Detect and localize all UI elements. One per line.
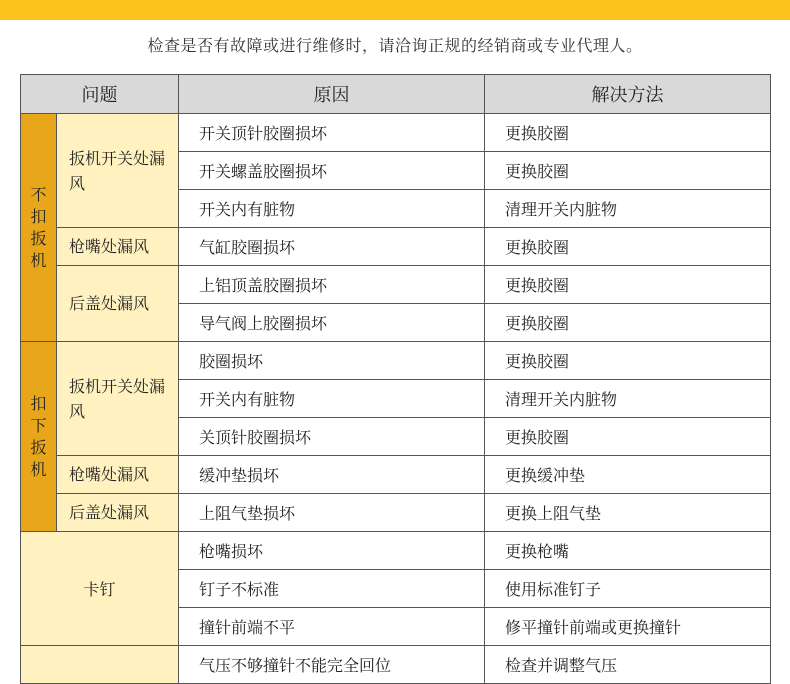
cause-cell: 开关螺盖胶圈损坏 [179, 152, 485, 190]
sub-nozzle-leak: 枪嘴处漏风 [57, 456, 179, 494]
state-pulled: 扣下扳机 [21, 342, 57, 532]
sub-rear-cover-leak: 后盖处漏风 [57, 266, 179, 342]
table-row [21, 532, 771, 570]
cause-cell: 开关内有脏物 [179, 380, 485, 418]
table-header-row [21, 75, 771, 114]
problem-cell-cut-off [21, 646, 179, 684]
problem-nail-jam: 卡钉 [21, 532, 179, 646]
fix-cell: 更换胶圈 [485, 114, 771, 152]
cause-cell: 开关顶针胶圈损坏 [179, 114, 485, 152]
fix-cell: 更换胶圈 [485, 152, 771, 190]
fix-cell: 更换缓冲垫 [485, 456, 771, 494]
table-row [21, 228, 771, 266]
table-row [21, 494, 771, 532]
header-solution: 解决方法 [485, 75, 771, 114]
header-problem: 问题 [21, 75, 179, 114]
fix-cell: 更换胶圈 [485, 228, 771, 266]
fix-cell: 更换胶圈 [485, 304, 771, 342]
cause-cell: 枪嘴损坏 [179, 532, 485, 570]
cause-cell: 上阻气垫损坏 [179, 494, 485, 532]
table-row [21, 342, 771, 380]
cause-cell: 开关内有脏物 [179, 190, 485, 228]
troubleshooting-table [20, 74, 771, 684]
cause-cell: 胶圈损坏 [179, 342, 485, 380]
sub-rear-cover-leak: 后盖处漏风 [57, 494, 179, 532]
service-notice: 检查是否有故障或进行维修时，请洽询正规的经销商或专业代理人。 [147, 36, 643, 55]
header-cause: 原因 [179, 75, 485, 114]
fix-cell: 清理开关内脏物 [485, 380, 771, 418]
cause-cell: 钉子不标准 [179, 570, 485, 608]
cause-cell: 气压不够撞针不能完全回位 [179, 646, 485, 684]
cause-cell: 气缸胶圈损坏 [179, 228, 485, 266]
cause-cell: 导气阀上胶圈损坏 [179, 304, 485, 342]
cause-cell: 缓冲垫损坏 [179, 456, 485, 494]
table-row [21, 266, 771, 304]
cause-cell: 撞针前端不平 [179, 608, 485, 646]
top-accent-bar [0, 0, 790, 20]
sub-trigger-switch-leak: 扳机开关处漏风 [57, 342, 179, 456]
fix-cell: 更换胶圈 [485, 418, 771, 456]
fix-cell: 检查并调整气压 [485, 646, 771, 684]
fix-cell: 清理开关内脏物 [485, 190, 771, 228]
fix-cell: 更换胶圈 [485, 342, 771, 380]
fix-cell: 更换胶圈 [485, 266, 771, 304]
cause-cell: 关顶针胶圈损坏 [179, 418, 485, 456]
sub-nozzle-leak: 枪嘴处漏风 [57, 228, 179, 266]
cause-cell: 上铝顶盖胶圈损坏 [179, 266, 485, 304]
fix-cell: 修平撞针前端或更换撞针 [485, 608, 771, 646]
state-not-pulled: 不扣扳机 [21, 114, 57, 342]
sub-trigger-switch-leak: 扳机开关处漏风 [57, 114, 179, 228]
fix-cell: 更换上阻气垫 [485, 494, 771, 532]
fix-cell: 使用标准钉子 [485, 570, 771, 608]
table-row [21, 456, 771, 494]
fix-cell: 更换枪嘴 [485, 532, 771, 570]
table-row [21, 114, 771, 152]
table-row [21, 646, 771, 684]
